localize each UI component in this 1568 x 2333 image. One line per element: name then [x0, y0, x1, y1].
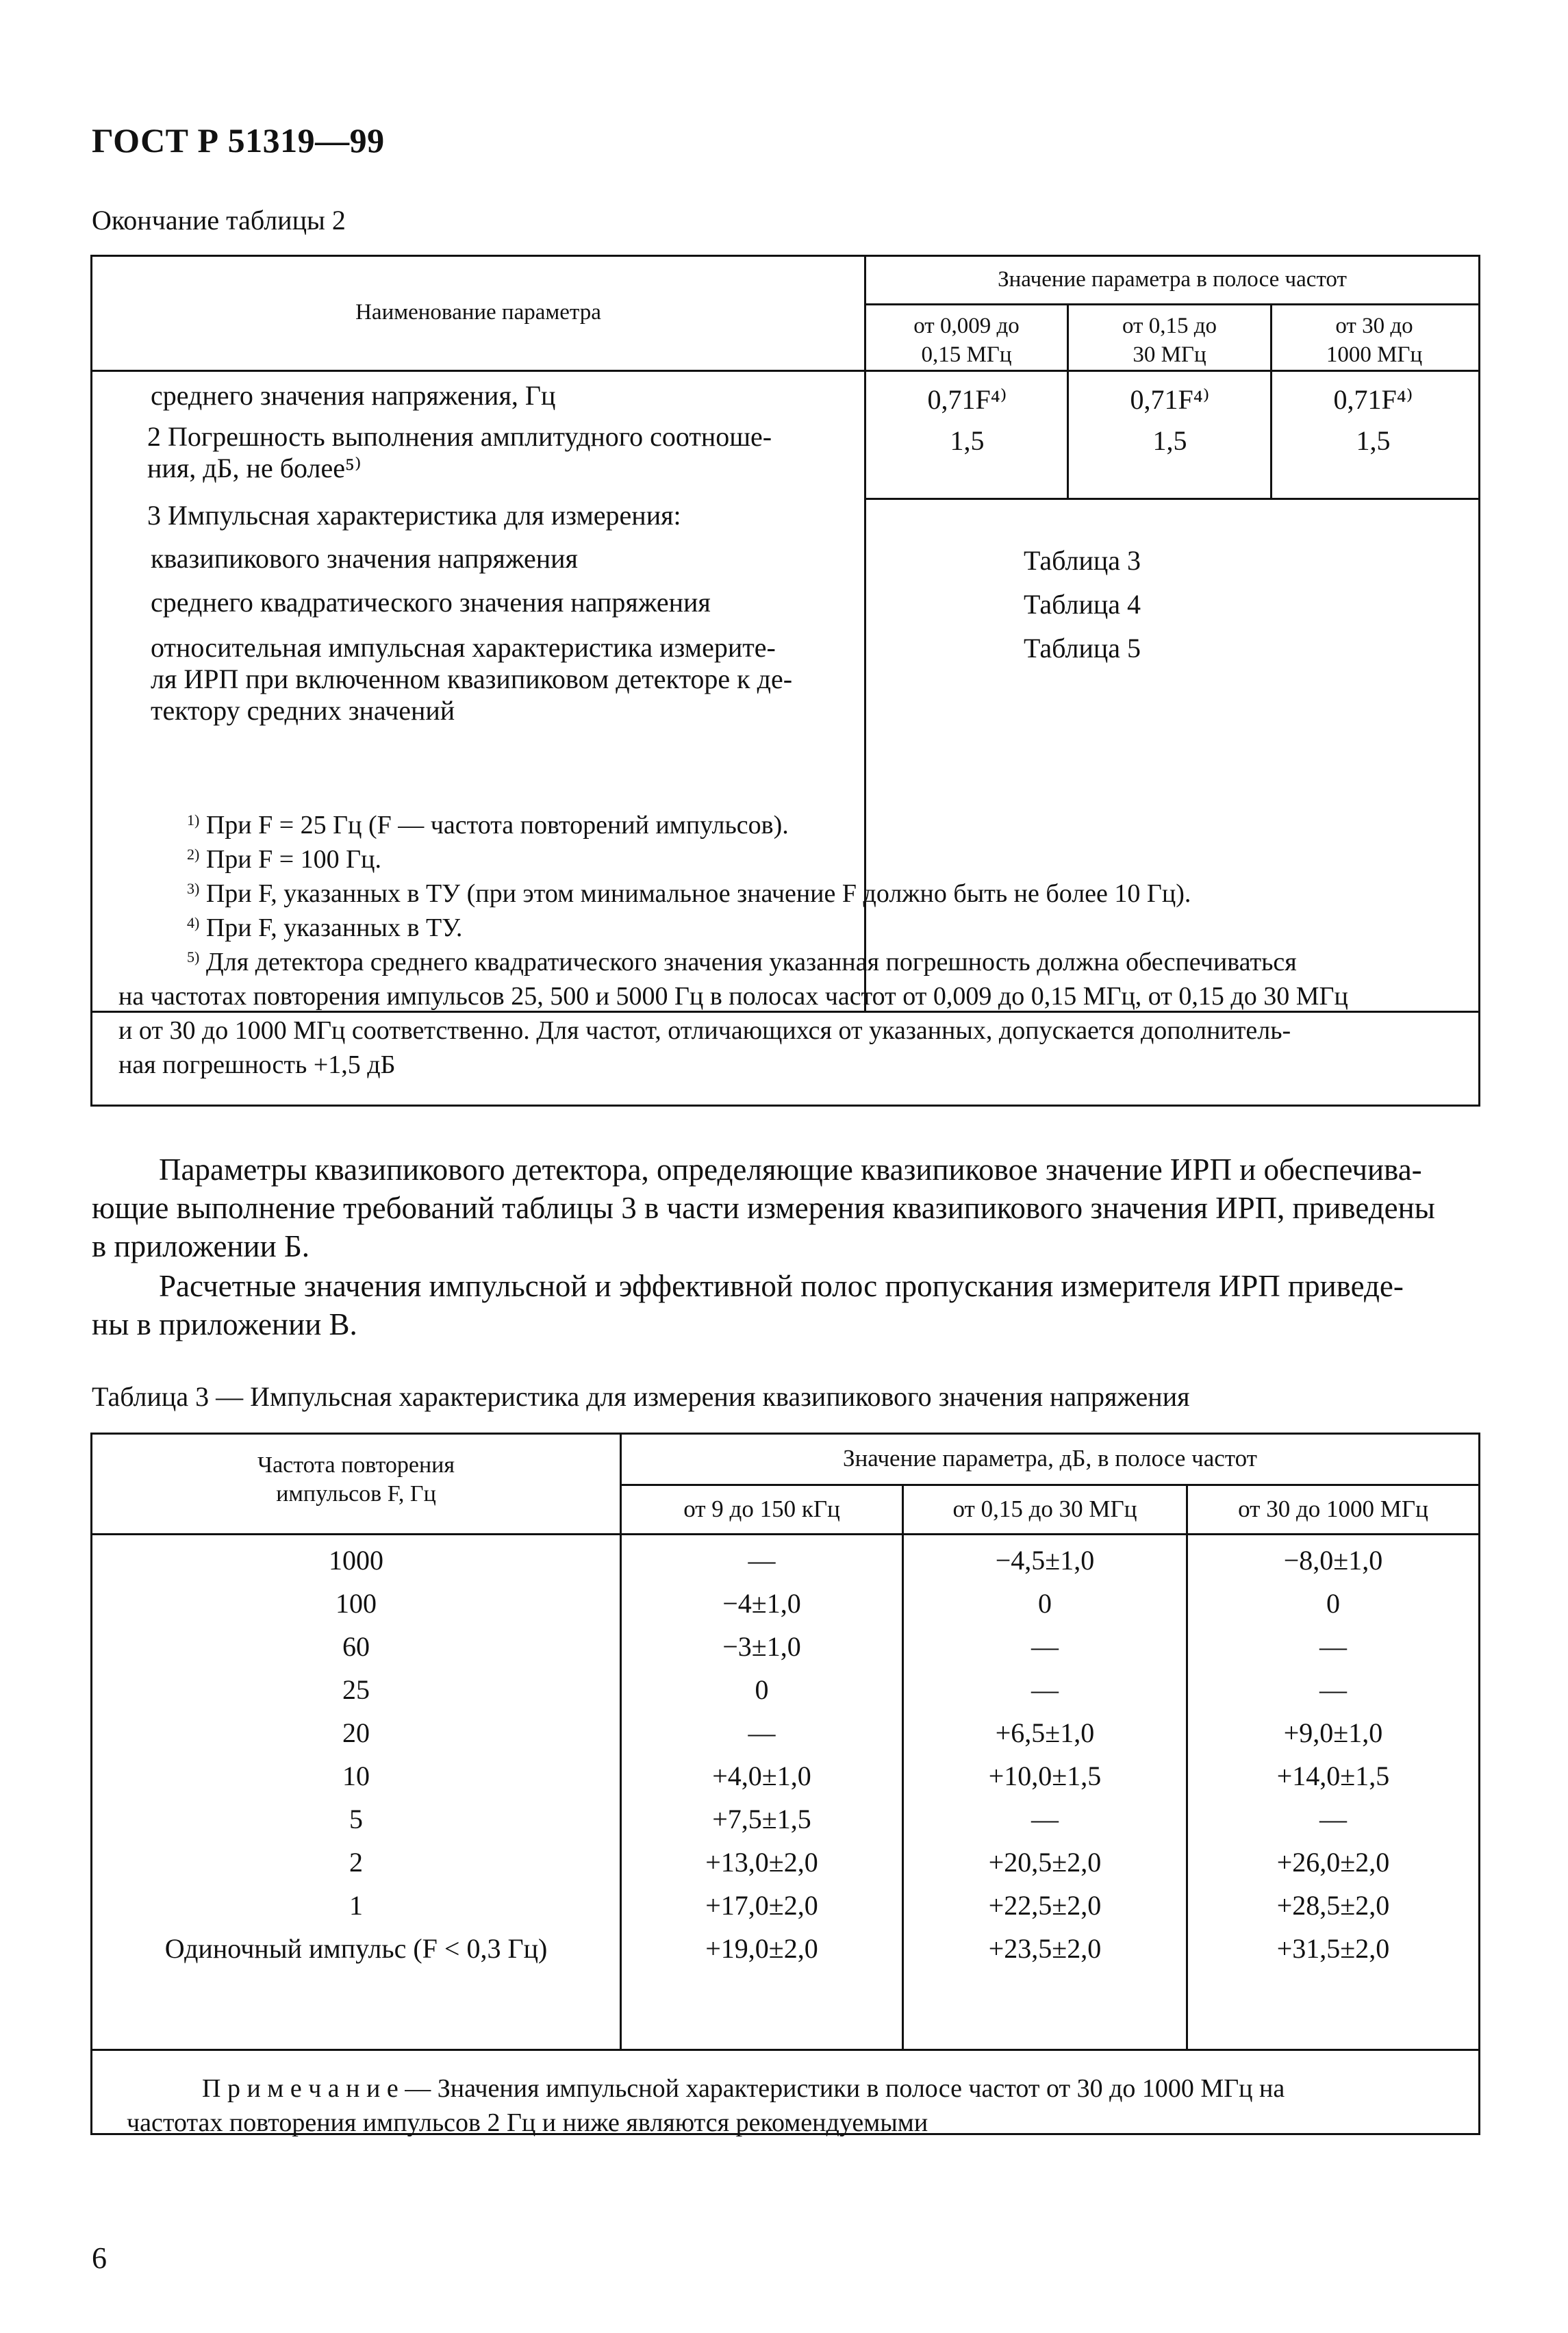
band-1-header: от 0,009 до 0,15 МГц [913, 314, 1020, 367]
freq-cell: 2 [349, 1847, 363, 1878]
footnote-4: $^{4)}$ При F, указанных в ТУ. [187, 913, 463, 942]
value-cell: — [1319, 1631, 1347, 1662]
value-cell: +7,5±1,5 [712, 1804, 811, 1834]
table-3 [90, 1433, 1480, 2135]
table-2 [90, 255, 1480, 1107]
paragraph-bandwidth: Расчетные значения импульсной и эффективной полос пропускания измерителя ИРП приведе- ны в приложении В. [92, 1269, 1404, 1341]
footnote-5: $^{5)}$ Для детектора среднего квадратического значения указанная погрешность должна обеспечиваться на частотах повторения импульсов 25, 500 и 5000 Гц в полосах частот от 0,009 до 0,15 МГц, от 0,15 до 30 МГц и от 30 до 1000 МГц соответственно. Для частот, отличающихся от указанных, допускается дополнитель- ная погрешность +1,5 дБ [118, 948, 1348, 1079]
header-band: Значение параметра, дБ, в полосе частот [843, 1445, 1257, 1472]
band-3-header: от 30 до 1000 МГц [1326, 314, 1423, 367]
footnote-3: $^{3)}$ При F, указанных в ТУ (при этом минимальное значение F должно быть не более 10 Гц). [187, 879, 1191, 908]
band-1-header: от 9 до 150 кГц [683, 1496, 840, 1522]
table3-note: П р и м е ч а н и е — Значения импульсной характеристики в полосе частот от 30 до 1000 МГц на частотах повторения импульсов 2 Гц и ниже являются рекомендуемыми [127, 2074, 1285, 2137]
band-2-header: от 0,15 до 30 МГц [1122, 314, 1217, 367]
value-cell: +6,5±1,0 [995, 1717, 1095, 1748]
table-reference: Таблица 3 [1023, 545, 1141, 576]
paragraph-quasipeak-detector: Параметры квазипикового детектора, определяющие квазипиковое значение ИРП и обеспечива- ющие выполнение требований таблицы 3 в части измерения квазипикового значения ИРП, приведены в приложении Б. [92, 1152, 1435, 1263]
value-cell: 1,5 [1356, 425, 1391, 456]
value-cell: +23,5±2,0 [988, 1933, 1102, 1964]
freq-cell-single-impulse: Одиночный импульс (F < 0,3 Гц) [164, 1933, 548, 1964]
table-reference: Таблица 5 [1023, 633, 1141, 664]
freq-cell: 20 [342, 1717, 370, 1748]
value-cell: 0 [1326, 1588, 1340, 1619]
freq-cell: 1000 [329, 1545, 383, 1576]
value-cell: — [1319, 1804, 1347, 1834]
value-cell: +10,0±1,5 [988, 1761, 1102, 1791]
header-frequency: Частота повторения импульсов F, Гц [257, 1452, 455, 1506]
band-2-header: от 0,15 до 30 МГц [952, 1496, 1137, 1522]
freq-cell: 1 [349, 1890, 363, 1921]
param-row-impulse-heading: 3 Импульсная характеристика для измерения: [147, 500, 681, 531]
table-reference: Таблица 4 [1023, 589, 1141, 620]
value-cell: +26,0±2,0 [1276, 1847, 1390, 1878]
band-3-header: от 30 до 1000 МГц [1238, 1496, 1428, 1522]
value-cell: 1,5 [950, 425, 985, 456]
table2-continuation-label: Окончание таблицы 2 [92, 205, 346, 236]
header-parameter-name: Наименование параметра [355, 300, 601, 325]
param-row-rms: среднего квадратического значения напряжения [151, 587, 711, 618]
table3-caption: Таблица 3 — Импульсная характеристика для измерения квазипикового значения напряжения [92, 1381, 1190, 1412]
page-number: 6 [92, 2241, 107, 2275]
value-cell: −4±1,0 [722, 1588, 801, 1619]
value-cell: +19,0±2,0 [705, 1933, 818, 1964]
footnote-1: $^{1)}$ При F = 25 Гц (F — частота повторений импульсов). [187, 811, 789, 840]
value-cell: +22,5±2,0 [988, 1890, 1102, 1921]
value-cell: −4,5±1,0 [995, 1545, 1095, 1576]
freq-cell: 25 [342, 1674, 370, 1705]
value-cell: — [748, 1717, 776, 1748]
header-band: Значение параметра в полосе частот [998, 267, 1347, 292]
value-cell: +13,0±2,0 [705, 1847, 818, 1878]
value-cell: 0,71F⁴⁾ [927, 384, 1007, 415]
value-cell: — [1319, 1674, 1347, 1705]
freq-cell: 10 [342, 1761, 370, 1791]
value-cell: −8,0±1,0 [1283, 1545, 1383, 1576]
param-row-amplitude-error: 2 Погрешность выполнения амплитудного соотноше- ния, дБ, не более⁵⁾ [147, 421, 772, 483]
value-cell: +31,5±2,0 [1276, 1933, 1390, 1964]
freq-cell: 60 [342, 1631, 370, 1662]
value-cell: +28,5±2,0 [1276, 1890, 1390, 1921]
value-cell: 0 [1038, 1588, 1052, 1619]
freq-cell: 100 [336, 1588, 377, 1619]
value-cell: — [1031, 1804, 1059, 1834]
document-header: ГОСТ Р 51319—99 [92, 121, 385, 160]
value-cell: — [1031, 1631, 1059, 1662]
value-cell: +9,0±1,0 [1283, 1717, 1383, 1748]
param-row-quasipeak: квазипикового значения напряжения [151, 543, 578, 574]
footnote-2: $^{2)}$ При F = 100 Гц. [187, 845, 381, 874]
value-cell: 0,71F⁴⁾ [1130, 384, 1210, 415]
value-cell: 0,71F⁴⁾ [1333, 384, 1413, 415]
param-row-mean-voltage: среднего значения напряжения, Гц [151, 380, 556, 411]
value-cell: 0 [755, 1674, 769, 1705]
param-row-relative-impulse: относительная импульсная характеристика измерите- ля ИРП при включенном квазипиковом детекторе к де- тектору средних значений [151, 632, 793, 726]
value-cell: 1,5 [1152, 425, 1187, 456]
freq-cell: 5 [349, 1804, 363, 1834]
value-cell: — [748, 1545, 776, 1576]
value-cell: +4,0±1,0 [712, 1761, 811, 1791]
value-cell: +14,0±1,5 [1276, 1761, 1390, 1791]
value-cell: −3±1,0 [722, 1631, 801, 1662]
value-cell: — [1031, 1674, 1059, 1705]
value-cell: +20,5±2,0 [988, 1847, 1102, 1878]
value-cell: +17,0±2,0 [705, 1890, 818, 1921]
